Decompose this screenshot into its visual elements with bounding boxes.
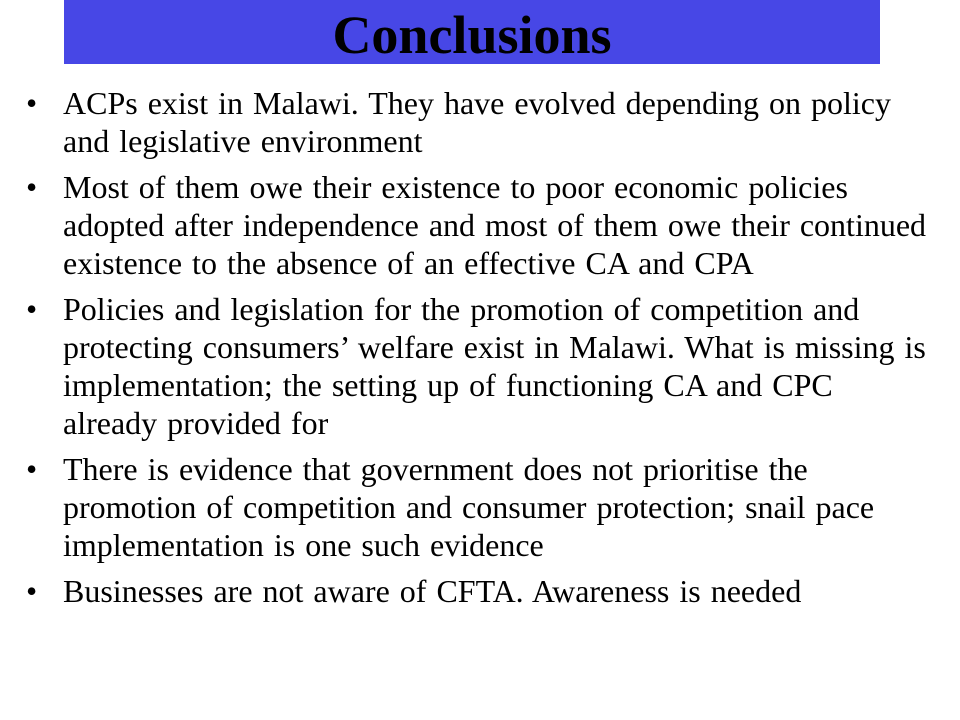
bullet-text: Policies and legislation for the promotion of competition and protecting consumers’ welfare exist in Malawi. What is missing is implementation; the setting up of functioning CA and CPC already provided for bbox=[63, 291, 926, 441]
bullet-item bbox=[24, 290, 934, 442]
bullet-item bbox=[24, 450, 934, 564]
title-bar bbox=[64, 0, 880, 64]
bullet-item bbox=[24, 168, 934, 282]
bullet-item bbox=[24, 572, 934, 610]
bullet-text: ACPs exist in Malawi. They have evolved depending on policy and legislative environment bbox=[63, 85, 891, 159]
bullet-text: Businesses are not aware of CFTA. Awareness is needed bbox=[63, 573, 802, 609]
bullet-item bbox=[24, 84, 934, 160]
bullet-icon: • bbox=[26, 291, 38, 327]
bullet-icon: • bbox=[26, 85, 38, 121]
bullet-icon: • bbox=[26, 169, 38, 205]
bullet-text: There is evidence that government does not prioritise the promotion of competition and consumer protection; snail pace implementation is one such evidence bbox=[63, 451, 875, 563]
bullet-text: Most of them owe their existence to poor economic policies adopted after independence and most of them owe their continued existence to the absence of an effective CA and CPA bbox=[63, 169, 927, 281]
slide-title: Conclusions bbox=[332, 5, 612, 65]
bullet-list bbox=[24, 84, 934, 618]
bullet-icon: • bbox=[26, 573, 38, 609]
bullet-icon: • bbox=[26, 451, 38, 487]
